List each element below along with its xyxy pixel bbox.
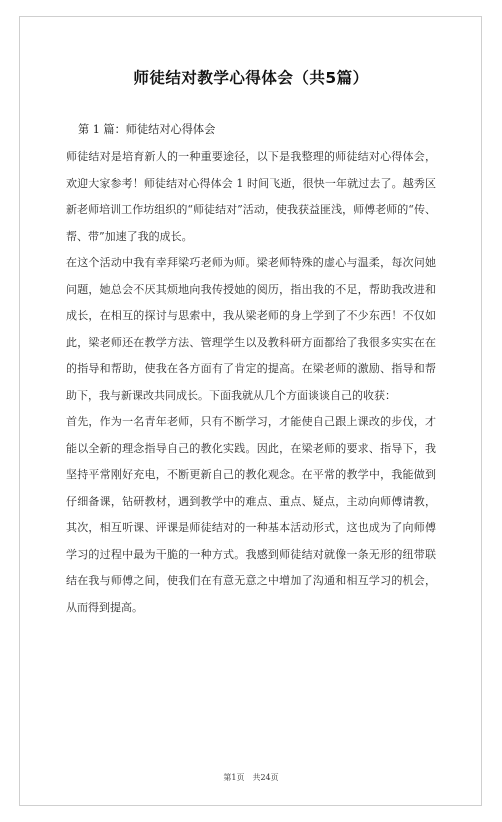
paragraph-3: 首先，作为一名青年老师，只有不断学习，才能使自己跟上课改的步伐，才能以全新的理念指导自己的教化实践。因此，在梁老师的要求、指导下，我坚持平常刚好充电，不断更新自己的教化观念。在平常的教学中，我能做到仔细备课，钻研教材，遇到教学中的难点、重点、疑点，主动向师傅请教，其次，相互听课、评课是师徒结对的一种基本活动形式，这也成为了向师傅学习的过程中最为干脆的一种方式。我感到师徒结对就像一条无形的纽带联结在我与师傅之间，使我们在有意无意之中增加了沟通和相互学习的机会，从而得到提高。 — [66, 415, 436, 614]
paragraph-2: 在这个活动中我有幸拜梁巧老师为师。梁老师特殊的虚心与温柔，每次问她问题，她总会不厌其烦地向我传授她的阅历，指出我的不足，帮助我改进和成长，在相互的探讨与思索中，我从梁老师的身上学到了不少东西！不仅如此，梁老师还在教学方法、管理学生以及教科研方面都给了我很多实实在在的指导和帮助，使我在各方面有了肯定的提高。在梁老师的激励、指导和帮助下，我与新课改共同成长。下面我就从几个方面谈谈自己的收获： — [66, 256, 436, 402]
document-body — [66, 144, 436, 621]
document-title: 师徒结对教学心得体会（共5篇） — [133, 69, 369, 87]
paragraph-1: 师徒结对是培育新人的一种重要途径，以下是我整理的师徒结对心得体会，欢迎大家参考！师徒结对心得体会 1 时间飞逝，很快一年就过去了。越秀区新老师培训工作坊组织的“师徒结对”活动，使我获益匪浅，师傅老师的“传、帮、带”加速了我的成长。 — [66, 150, 436, 243]
page-total: 共24页 — [252, 773, 279, 782]
page-number: 第1页 — [223, 773, 245, 782]
page-footer — [0, 772, 502, 783]
section-heading: 第 1 篇：师徒结对心得体会 — [78, 123, 216, 136]
